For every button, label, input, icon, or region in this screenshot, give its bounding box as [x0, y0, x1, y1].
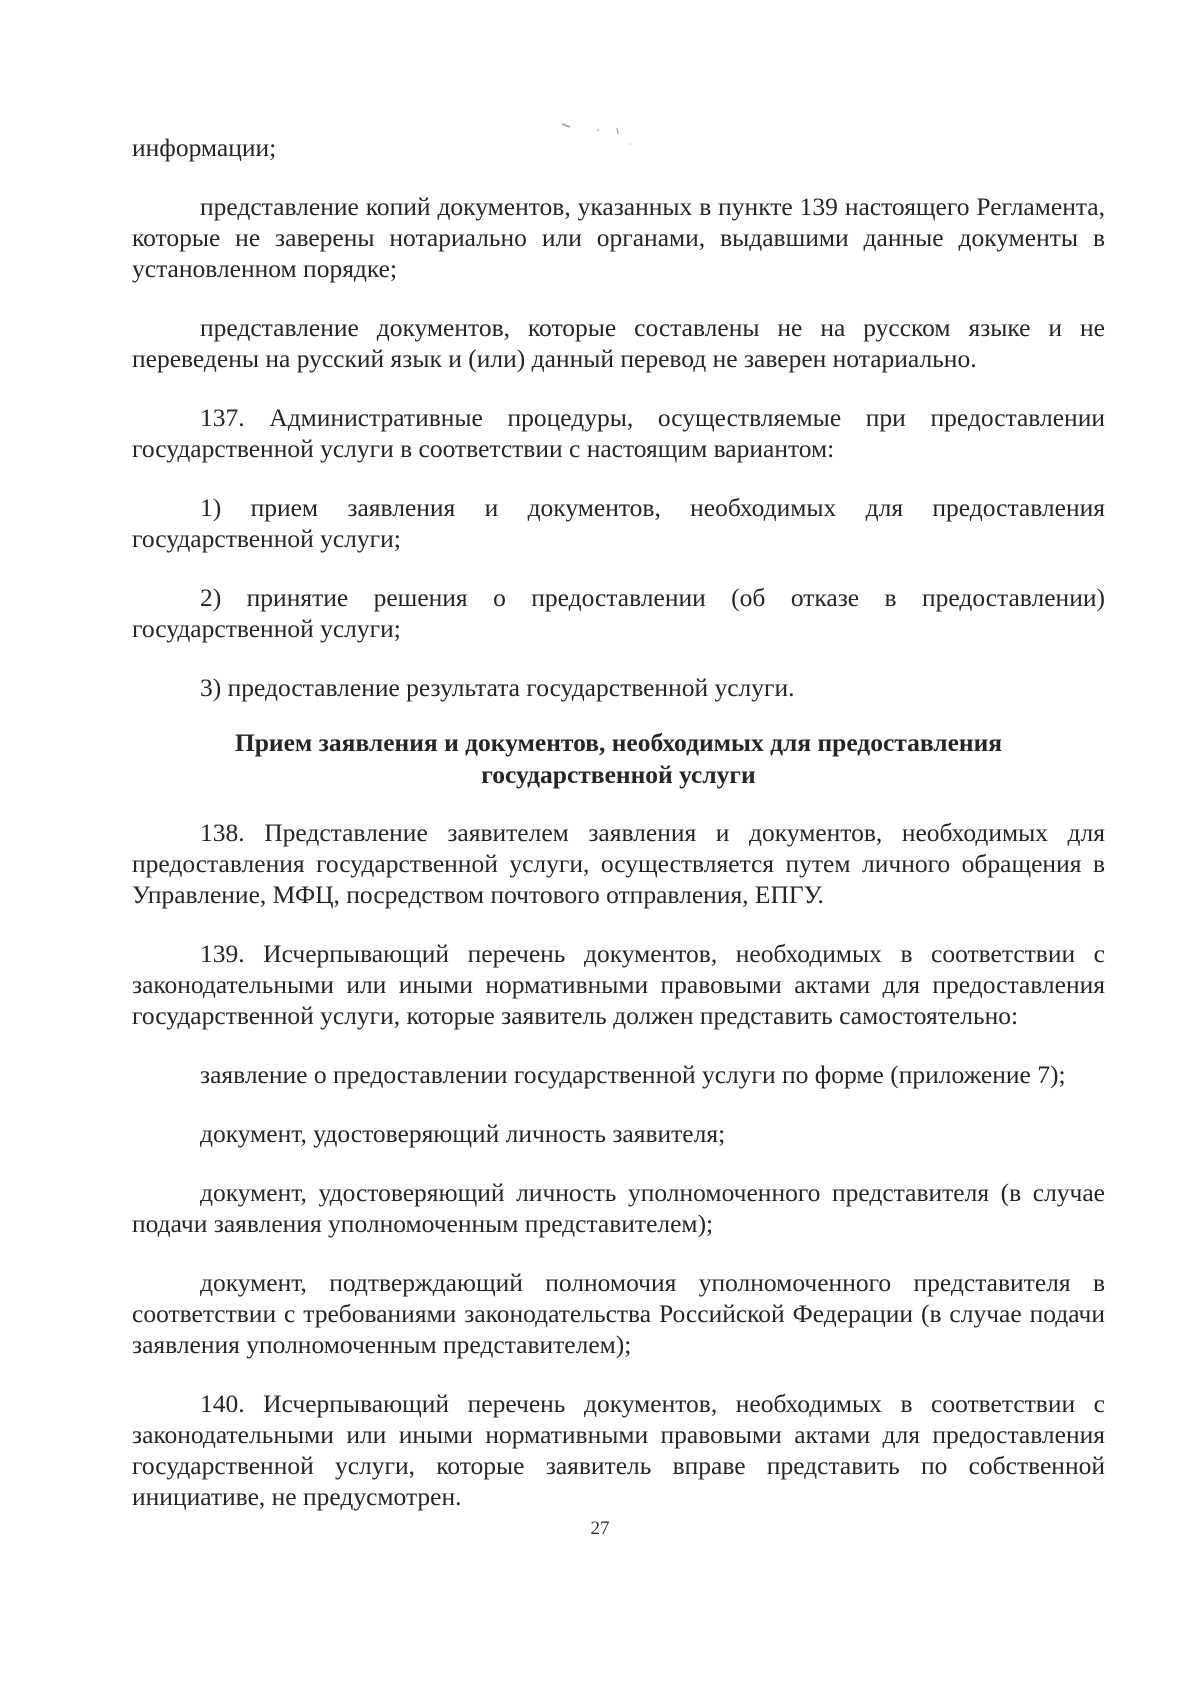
- paragraph-continuation: информации;: [132, 133, 277, 162]
- paragraph-139: 139. Исчерпывающий перечень документов, необходимых в соответствии с законодательными или иными нормативными правовыми актами для предоставления государственной услуги, которые заявитель должен представить самостоятельно:: [132, 939, 1105, 1030]
- page-number: 27: [590, 1518, 610, 1539]
- section-heading: Прием заявления и документов, необходимых для предоставления государственной услуги: [234, 728, 1003, 789]
- document-list-item: документ, подтверждающий полномочия уполномоченного представителя в соответствии с требованиями законодательства Российской Федерации (в случае подачи заявления уполномоченным представителем);: [132, 1268, 1105, 1359]
- paragraph-140: 140. Исчерпывающий перечень документов, необходимых в соответствии с законодательными или иными нормативными правовыми актами для предоставления государственной услуги, которые заявитель вправе представить по собственной инициативе, не предусмотрен.: [132, 1389, 1105, 1511]
- document-list-item: документ, удостоверяющий личность уполномоченного представителя (в случае подачи заявления уполномоченным представителем);: [132, 1178, 1105, 1238]
- paragraph: представление документов, которые составлены не на русском языке и не переведены на русский язык и (или) данный перевод не заверен нотариально.: [132, 313, 1105, 373]
- list-item-1: 1) прием заявления и документов, необходимых для предоставления государственной услуги;: [132, 493, 1105, 553]
- list-item-2: 2) принятие решения о предоставлении (об отказе в предоставлении) государственной услуги;: [132, 583, 1105, 643]
- paragraph: представление копий документов, указанных в пункте 139 настоящего Регламента, которые не заверены нотариально или органами, выдавшими данные документы в установленном порядке;: [132, 192, 1105, 283]
- document-list-item: заявление о предоставлении государственной услуги по форме (приложение 7);: [200, 1060, 1066, 1089]
- document-list-item: документ, удостоверяющий личность заявителя;: [200, 1119, 726, 1148]
- paragraph-138: 138. Представление заявителем заявления и документов, необходимых для предоставления государственной услуги, осуществляется путем личного обращения в Управление, МФЦ, посредством почтового отправления, ЕПГУ.: [132, 818, 1105, 909]
- document-page: [132, 132, 1105, 1540]
- paragraph-137: 137. Административные процедуры, осуществляемые при предоставлении государственной услуги в соответствии с настоящим вариантом:: [132, 403, 1105, 463]
- list-item-3: 3) предоставление результата государственной услуги.: [200, 673, 795, 702]
